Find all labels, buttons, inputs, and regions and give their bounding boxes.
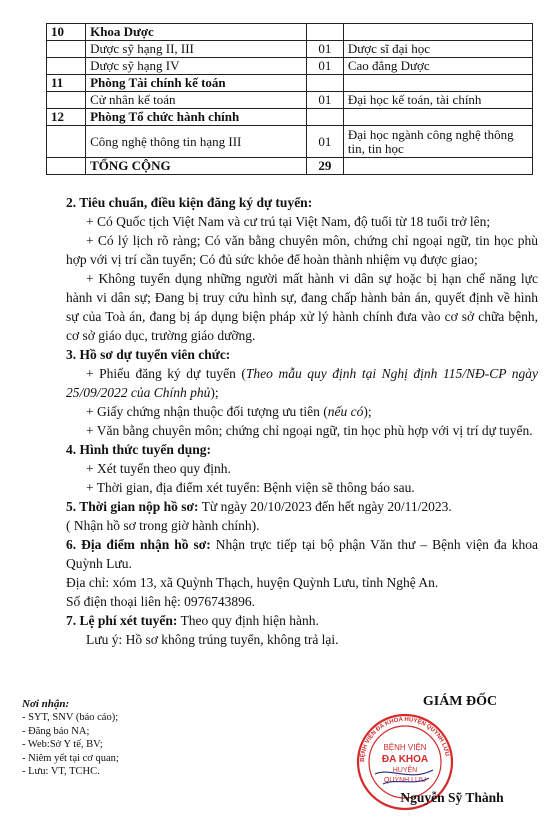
body-text (66, 193, 538, 649)
quantity-cell: 01 (306, 58, 343, 75)
quantity-cell (306, 75, 343, 92)
requirement-cell (343, 75, 532, 92)
table-row (47, 75, 533, 92)
row-number-cell (47, 41, 86, 58)
recipient-item: - Niêm yết tại cơ quan; (22, 752, 119, 764)
position-name-cell: Công nghệ thông tin hạng III (86, 126, 307, 158)
sec3-p2: + Giấy chứng nhận thuộc đối tượng ưu tiên (nếu có); (86, 404, 372, 419)
quantity-cell: 01 (306, 41, 343, 58)
seal-line-4: QUỲNH LƯU (383, 777, 427, 784)
sec4-p2: + Thời gian, địa điểm xét tuyển: Bệnh viện sẽ thông báo sau. (86, 480, 415, 495)
seal-line-3: HUYỆN (392, 767, 418, 774)
table-row (47, 126, 533, 158)
requirement-cell: Dược sĩ đại học (343, 41, 532, 58)
position-name-cell: Dược sỹ hạng II, III (86, 41, 307, 58)
row-number-cell: 11 (47, 75, 86, 92)
quantity-cell: 01 (306, 92, 343, 109)
quantity-cell (306, 24, 343, 41)
recipient-item: - Web:Sở Y tế, BV; (22, 739, 103, 751)
sec5-note: ( Nhận hồ sơ trong giờ hành chính). (66, 518, 260, 533)
signer-title: GIÁM ĐỐC (422, 694, 498, 709)
row-number-cell (47, 126, 86, 158)
position-name-cell: Khoa Dược (86, 24, 307, 41)
table-row (47, 58, 533, 75)
sec4-p1: + Xét tuyển theo quy định. (86, 461, 231, 476)
sec2-p2: + Có lý lịch rõ ràng; Có văn bằng chuyên môn, chứng chỉ ngoại ngữ, tin học phù hợp với vị trí cần tuyển; Có đủ sức khỏe để hoàn thành nhiệm vụ được giao; (66, 233, 538, 267)
section-6: 6. Địa điểm nhận hồ sơ: Nhận trực tiếp tại bộ phận Văn thư – Bệnh viện đa khoa Quỳnh Lưu. (66, 537, 538, 571)
quantity-cell: 01 (306, 126, 343, 158)
section-3-heading: 3. Hồ sơ dự tuyển viên chức: (66, 347, 231, 362)
position-name-cell: Phòng Tổ chức hành chính (86, 109, 307, 126)
requirement-cell (343, 109, 532, 126)
sec2-p3: + Không tuyển dụng những người mất hành vi dân sự hoặc bị hạn chế năng lực hành vi dân sự; Đang bị truy cứu hình sự, đang chấp hành bản án, quyết định về hình sự của Toà án, đang bị áp dụng biện pháp xử lý hành chính đưa vào cơ sở chữa bệnh, cơ sở giáo dục, trường giáo dưỡng. (66, 271, 538, 343)
recipients-block (22, 698, 202, 778)
recipient-item: - SYT, SNV (báo cáo); (22, 712, 119, 724)
table-row (47, 158, 533, 175)
quantity-cell (306, 109, 343, 126)
table-row (47, 109, 533, 126)
table-row (47, 24, 533, 41)
position-name-cell: Phòng Tài chính kế toán (86, 75, 307, 92)
signer-name: Nguyễn Sỹ Thành (400, 790, 504, 805)
sec7-note: Lưu ý: Hồ sơ không trúng tuyển, không trả lại. (86, 632, 339, 647)
section-7: 7. Lệ phí xét tuyển: Theo quy định hiện hành. (66, 613, 319, 628)
requirement-cell: Đại học ngành công nghệ thông tin, tin học (343, 126, 532, 158)
recipients-title: Nơi nhận: (22, 698, 70, 710)
row-number-cell (47, 92, 86, 109)
section-4-heading: 4. Hình thức tuyển dụng: (66, 442, 212, 457)
row-number-cell (47, 158, 86, 175)
position-name-cell: Cử nhân kế toán (86, 92, 307, 109)
recipient-item: - Đăng báo NA; (22, 725, 90, 737)
table-row (47, 92, 533, 109)
row-number-cell (47, 58, 86, 75)
requirement-cell: Cao đẳng Dược (343, 58, 532, 75)
position-name-cell: Dược sỹ hạng IV (86, 58, 307, 75)
signer-block (380, 694, 540, 710)
requirement-cell: Đại học kế toán, tài chính (343, 92, 532, 109)
sec6-phone: Số điện thoại liên hệ: 0976743896. (66, 594, 255, 609)
sec2-p1: + Có Quốc tịch Việt Nam và cư trú tại Việt Nam, độ tuổi từ 18 tuổi trở lên; (86, 214, 491, 229)
row-number-cell: 10 (47, 24, 86, 41)
requirement-cell (343, 158, 532, 175)
recipient-item: - Lưu: VT, TCHC. (22, 766, 100, 778)
seal-line-1: BỆNH VIỆN (383, 743, 427, 752)
seal-ring-text: BỆNH VIỆN ĐA KHOA HUYỆN QUỲNH LƯU (359, 716, 450, 763)
requirement-cell (343, 24, 532, 41)
sec3-p1: + Phiếu đăng ký dự tuyển (Theo mẫu quy định tại Nghị định 115/NĐ-CP ngày 25/09/2022 của Chính phủ); (66, 366, 538, 400)
sec6-address: Địa chỉ: xóm 13, xã Quỳnh Thạch, huyện Quỳnh Lưu, tỉnh Nghệ An. (66, 575, 439, 590)
section-2-heading: 2. Tiêu chuẩn, điều kiện đăng ký dự tuyển: (66, 195, 313, 210)
seal-line-2: ĐA KHOA (381, 754, 429, 765)
position-table (46, 23, 533, 175)
quantity-cell: 29 (306, 158, 343, 175)
position-name-cell: TỔNG CỘNG (86, 158, 307, 175)
row-number-cell: 12 (47, 109, 86, 126)
section-5: 5. Thời gian nộp hồ sơ: Từ ngày 20/10/2023 đến hết ngày 20/11/2023. (66, 499, 452, 514)
table-row (47, 41, 533, 58)
sec3-p3: + Văn bằng chuyên môn; chứng chỉ ngoại ngữ, tin học phù hợp với vị trí dự tuyển. (86, 423, 533, 438)
